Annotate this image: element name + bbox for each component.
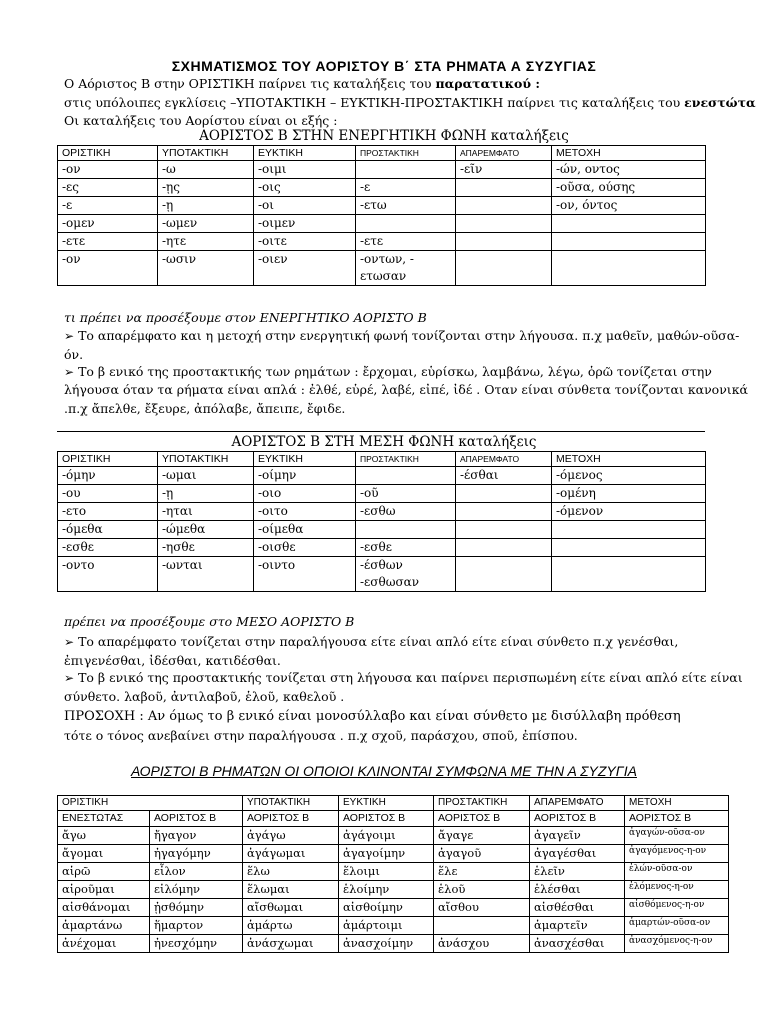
table-cell: -ε: [356, 179, 456, 197]
column-subheader: ΑΟΡΙΣΤΟΣ Β: [243, 811, 339, 827]
arrow-bullet-icon: ➢: [64, 329, 75, 343]
table-cell: -ωμεν: [158, 215, 254, 233]
table-cell: -οίμεθα: [254, 521, 356, 539]
table-cell: αἰσθόμενος-η-ον: [625, 899, 729, 917]
document-title: ΣΧΗΜΑΤΙΣΜΟΣ ΤΟΥ ΑΟΡΙΣΤΟΥ Β΄ ΣΤΑ ΡΗΜΑΤΑ Α ΣΥΖΥΓΙΑΣ: [171, 58, 597, 74]
table-cell: ᾐσθόμην: [150, 899, 243, 917]
table-cell: αἰσθοίμην: [339, 899, 434, 917]
verbs-table-heading: ΑΟΡΙΣΤΟΙ Β ΡΗΜΑΤΩΝ ΟΙ ΟΠΟΙΟΙ ΚΛΙΝΟΝΤΑΙ ΣΥΜΦΩΝΑ ΜΕ ΤΗΝ Α ΣΥΖΥΓΙΑ: [131, 763, 637, 779]
column-header: ΜΕΤΟΧΗ: [552, 452, 706, 467]
table-cell: [456, 215, 552, 233]
column-subheader: ΑΟΡΙΣΤΟΣ Β: [625, 811, 729, 827]
table-cell: -οιμι: [254, 161, 356, 179]
column-header: ΟΡΙΣΤΙΚΗ: [58, 452, 158, 467]
table-cell: [552, 233, 706, 251]
table-row: [58, 917, 729, 935]
table-header-row: [58, 452, 706, 467]
table-cell: ἁμάρτω: [243, 917, 339, 935]
table-cell: ἑλόμενος-η-ον: [625, 881, 729, 899]
table-cell: -ε: [58, 197, 158, 215]
middle-note-1: ➢ Το απαρέμφατο τονίζεται στην παραλήγουσα είτε είναι απλό είτε είναι σύνθετο π.χ γενέσθαι,: [64, 634, 679, 649]
active-notes-heading: τι πρέπει να προσέξουμε στον ΕΝΕΡΓΗΤΙΚΟ ΑΟΡΙΣΤΟ Β: [64, 310, 427, 325]
middle-note-2-cont: σύνθετο. λαβοῦ, ἀντιλαβοῦ, ἑλοῦ, καθελοῦ .: [64, 689, 345, 704]
column-header: ΕΥΚΤΙΚΗ: [254, 146, 356, 161]
table-cell: -ωμαι: [158, 467, 254, 485]
table-cell: -ετο: [58, 503, 158, 521]
table-cell: -ετω: [356, 197, 456, 215]
middle-note-2: ➢ Το β ενικό της προστακτικής τονίζεται στη λήγουσα και παίρνει περισπωμένη είτε είναι απλό είτε είναι: [64, 670, 743, 685]
column-header: ΜΕΤΟΧΗ: [552, 146, 706, 161]
table-cell: -οντων, - ετωσαν: [356, 251, 456, 286]
table-cell: -ου: [58, 485, 158, 503]
table-row: [58, 557, 706, 592]
table-cell: -οι: [254, 197, 356, 215]
table-cell: ἀγαγέσθαι: [530, 845, 625, 863]
table-row: [58, 197, 706, 215]
table-cell: αἴσθωμαι: [243, 899, 339, 917]
table-cell: -όμενον: [552, 503, 706, 521]
table-cell: [552, 539, 706, 557]
table-header-row: [58, 796, 729, 811]
table-subheader-row: [58, 811, 729, 827]
column-header: ΕΥΚΤΙΚΗ: [254, 452, 356, 467]
table-cell: ἀνάσχωμαι: [243, 935, 339, 953]
table-cell: [456, 539, 552, 557]
table-cell: [456, 503, 552, 521]
active-note-2-cont2: .π.χ ἄπελθε, ἔξευρε, ἀπόλαβε, ἄπειπε, ἔφιδε.: [64, 401, 346, 416]
table-cell: ἄγω: [58, 827, 150, 845]
table-header-row: [58, 146, 706, 161]
table-cell: -ώμεθα: [158, 521, 254, 539]
table-cell: [434, 917, 530, 935]
table-cell: -οις: [254, 179, 356, 197]
table-cell: ἀγαγόμενος-η-ον: [625, 845, 729, 863]
table-cell: -ῃ: [158, 485, 254, 503]
table-cell: ἑλέσθαι: [530, 881, 625, 899]
table-cell: -ησθε: [158, 539, 254, 557]
table-cell: ἀγαγών-οῦσα-ον: [625, 827, 729, 845]
table-row: [58, 179, 706, 197]
table-cell: ἁμαρτάνω: [58, 917, 150, 935]
table-cell: ἕλωμαι: [243, 881, 339, 899]
caution-line-1: ΠΡΟΣΟΧΗ : Αν όμως το β ενικό είναι μονοσύλλαβο και είναι σύνθετο με δισύλλαβη πρόθεση: [64, 709, 681, 724]
table-cell: [456, 521, 552, 539]
table-row: [58, 827, 729, 845]
table-cell: -οῦ: [356, 485, 456, 503]
table-cell: [552, 521, 706, 539]
table-cell: -ωσιν: [158, 251, 254, 286]
table-cell: -οιτε: [254, 233, 356, 251]
table-cell: -εῖν: [456, 161, 552, 179]
column-header: ΠΡΟΣΤΑΚΤΙΚΗ: [434, 796, 530, 811]
table-cell: ἕλω: [243, 863, 339, 881]
table-cell: -ηται: [158, 503, 254, 521]
table-cell: -ών, οντος: [552, 161, 706, 179]
column-header: ΟΡΙΣΤΙΚΗ: [58, 796, 243, 811]
table-cell: ἑλεῖν: [530, 863, 625, 881]
table-cell: ἑλοίμην: [339, 881, 434, 899]
table-cell: -οῦσα, ούσης: [552, 179, 706, 197]
table-cell: -ομένη: [552, 485, 706, 503]
table-cell: αἰσθέσθαι: [530, 899, 625, 917]
column-header: ΕΥΚΤΙΚΗ: [339, 796, 434, 811]
column-header: ΑΠΑΡΕΜΦΑΤΟ: [456, 452, 552, 467]
table-cell: [552, 557, 706, 592]
table-cell: -έσθαι: [456, 467, 552, 485]
table-cell: -όμην: [58, 467, 158, 485]
table-cell: ἀγάγοιμι: [339, 827, 434, 845]
table-row: [58, 881, 729, 899]
table-cell: -ον: [58, 251, 158, 286]
table-cell: -οισθε: [254, 539, 356, 557]
verbs-table: [57, 795, 729, 953]
column-subheader: ΑΟΡΙΣΤΟΣ Β: [434, 811, 530, 827]
table-cell: εἷλον: [150, 863, 243, 881]
table-row: [58, 521, 706, 539]
intro-present-word: ενεστώτα: [684, 95, 756, 110]
column-header: ΜΕΤΟΧΗ: [625, 796, 729, 811]
table-row: [58, 863, 729, 881]
caution-line-2: τότε ο τόνος ανεβαίνει στην παραλήγουσα . π.χ σχοῦ, παράσχου, σποῦ, ἐπίσπου.: [64, 728, 578, 743]
table-cell: -οιτο: [254, 503, 356, 521]
middle-notes-heading: πρέπει να προσέξουμε στο ΜΕΣΟ ΑΟΡΙΣΤΟ Β: [64, 614, 355, 629]
table-cell: -οίμην: [254, 467, 356, 485]
table-cell: -εσθε: [356, 539, 456, 557]
table-cell: -ον: [58, 161, 158, 179]
table-row: [58, 935, 729, 953]
table-cell: ἥμαρτον: [150, 917, 243, 935]
table-cell: ἀγαγεῖν: [530, 827, 625, 845]
intro-line-3: Οι καταλήξεις του Αορίστου είναι οι εξής :: [64, 113, 338, 128]
table-cell: [456, 233, 552, 251]
intro-line-2: στις υπόλοιπες εγκλίσεις –ΥΠΟΤΑΚΤΙΚΗ – ΕΥΚΤΙΚΗ-ΠΡΟΣΤΑΚΤΙΚΗ παίρνει τις καταλήξεις του ενεστώτα: [64, 95, 756, 110]
table-row: [58, 539, 706, 557]
table-cell: -ητε: [158, 233, 254, 251]
table-cell: -οιμεν: [254, 215, 356, 233]
column-header: ΥΠΟΤΑΚΤΙΚΗ: [158, 452, 254, 467]
table-cell: [356, 467, 456, 485]
table-cell: -εσθε: [58, 539, 158, 557]
table-cell: αἰσθάνομαι: [58, 899, 150, 917]
table-cell: ἠνεσχόμην: [150, 935, 243, 953]
table-cell: [552, 251, 706, 286]
table-cell: -εσθω: [356, 503, 456, 521]
table-cell: -ομεν: [58, 215, 158, 233]
table-cell: ἀνασχόμενος-η-ον: [625, 935, 729, 953]
table-row: [58, 467, 706, 485]
table-cell: ἁμαρτεῖν: [530, 917, 625, 935]
arrow-bullet-icon: ➢: [64, 635, 75, 649]
table-cell: -ω: [158, 161, 254, 179]
table-cell: ἀνάσχου: [434, 935, 530, 953]
table-cell: [552, 215, 706, 233]
table-cell: -όμενος: [552, 467, 706, 485]
table-row: [58, 845, 729, 863]
table-cell: -οιντο: [254, 557, 356, 592]
table-row: [58, 899, 729, 917]
table-cell-continuation: ετωσαν: [360, 269, 407, 283]
table-cell: ἀγαγοῦ: [434, 845, 530, 863]
table-cell: -ῃς: [158, 179, 254, 197]
intro-line-1: Ο Αόριστος Β στην ΟΡΙΣΤΙΚΗ παίρνει τις καταλήξεις του παρατατικού :: [64, 76, 541, 91]
section-divider: [57, 431, 705, 432]
middle-note-1-cont: ἐπιγενέσθαι, ἰδέσθαι, κατιδέσθαι.: [64, 653, 281, 668]
table-cell: ἠγαγόμην: [150, 845, 243, 863]
table-cell-continuation: -εσθωσαν: [360, 575, 420, 589]
column-header: ΠΡΟΣΤΑΚΤΙΚΗ: [356, 146, 456, 161]
table-cell: ἕλοιμι: [339, 863, 434, 881]
table-cell: -οιο: [254, 485, 356, 503]
table-cell: [356, 161, 456, 179]
table-cell: -οιεν: [254, 251, 356, 286]
column-header: ΑΠΑΡΕΜΦΑΤΟ: [456, 146, 552, 161]
table-cell: -ῃ: [158, 197, 254, 215]
column-subheader: ΕΝΕΣΤΩΤΑΣ: [58, 811, 150, 827]
table-cell: ἀνέχομαι: [58, 935, 150, 953]
table-cell: [456, 251, 552, 286]
table-cell: ἤγαγον: [150, 827, 243, 845]
active-note-2: ➢ Το β ενικό της προστακτικής των ρημάτων : ἔρχομαι, εὑρίσκω, λαμβάνω, λέγω, ὁρῶ τονίζεται στην: [64, 364, 712, 379]
arrow-bullet-icon: ➢: [64, 365, 75, 379]
table-cell: ἀγάγωμαι: [243, 845, 339, 863]
table-cell: ἀγαγοίμην: [339, 845, 434, 863]
column-subheader: ΑΟΡΙΣΤΟΣ Β: [339, 811, 434, 827]
table-cell: [356, 521, 456, 539]
table-cell: ἄγομαι: [58, 845, 150, 863]
column-header: ΟΡΙΣΤΙΚΗ: [58, 146, 158, 161]
table-cell: ἑλοῦ: [434, 881, 530, 899]
table-cell: -ες: [58, 179, 158, 197]
table-cell: ἑλών-οῦσα-ον: [625, 863, 729, 881]
column-subheader: ΑΟΡΙΣΤΟΣ Β: [530, 811, 625, 827]
table-cell: [456, 485, 552, 503]
column-header: ΠΡΟΣΤΑΚΤΙΚΗ: [356, 452, 456, 467]
table-cell: -ετε: [58, 233, 158, 251]
active-table-heading: ΑΟΡΙΣΤΟΣ Β ΣΤΗΝ ΕΝΕΡΓΗΤΙΚΗ ΦΩΝΗ καταλήξεις: [199, 128, 569, 144]
table-cell: [356, 215, 456, 233]
column-subheader: ΑΟΡΙΣΤΟΣ Β: [150, 811, 243, 827]
table-cell: αἱρῶ: [58, 863, 150, 881]
table-cell: εἱλόμην: [150, 881, 243, 899]
active-note-1: ➢ Το απαρέμφατο και η μετοχή στην ενεργητική φωνή τονίζονται στην λήγουσα. π.χ μαθεῖν, μαθών-οῦσα-: [64, 328, 740, 343]
column-header: ΥΠΟΤΑΚΤΙΚΗ: [243, 796, 339, 811]
table-cell: -όμεθα: [58, 521, 158, 539]
table-cell: [456, 557, 552, 592]
table-row: [58, 161, 706, 179]
table-cell: αἴσθου: [434, 899, 530, 917]
table-row: [58, 503, 706, 521]
table-cell: ἀνασχοίμην: [339, 935, 434, 953]
table-cell: -έσθων -εσθωσαν: [356, 557, 456, 592]
intro-imperfect-word: παρατατικού: [435, 76, 532, 91]
table-row: [58, 215, 706, 233]
table-cell: ἁμάρτοιμι: [339, 917, 434, 935]
table-cell: ἀγάγω: [243, 827, 339, 845]
table-row: [58, 233, 706, 251]
active-note-1-cont: όν.: [64, 347, 84, 362]
table-cell: ἀνασχέσθαι: [530, 935, 625, 953]
table-cell: αἱροῦμαι: [58, 881, 150, 899]
table-row: [58, 251, 706, 286]
arrow-bullet-icon: ➢: [64, 671, 75, 685]
table-row: [58, 485, 706, 503]
table-cell: -ωνται: [158, 557, 254, 592]
middle-table-heading: ΑΟΡΙΣΤΟΣ Β ΣΤΗ ΜΕΣΗ ΦΩΝΗ καταλήξεις: [231, 434, 537, 450]
table-cell: -ον, όντος: [552, 197, 706, 215]
column-header: ΥΠΟΤΑΚΤΙΚΗ: [158, 146, 254, 161]
table-cell: [456, 197, 552, 215]
middle-endings-table: [57, 451, 706, 592]
active-endings-table: [57, 145, 706, 286]
table-cell: -οντο: [58, 557, 158, 592]
column-header: ΑΠΑΡΕΜΦΑΤΟ: [530, 796, 625, 811]
table-cell: ἁμαρτών-οῦσα-ον: [625, 917, 729, 935]
table-cell: -ετε: [356, 233, 456, 251]
active-note-2-cont: λήγουσα όταν τα ρήματα είναι απλά : ἐλθέ, εὑρέ, λαβέ, εἰπέ, ἰδέ . Οταν είναι σύνθετα τονίζονται κανονικά: [64, 382, 748, 397]
table-cell: ἄγαγε: [434, 827, 530, 845]
table-cell: [456, 179, 552, 197]
table-cell: ἕλε: [434, 863, 530, 881]
